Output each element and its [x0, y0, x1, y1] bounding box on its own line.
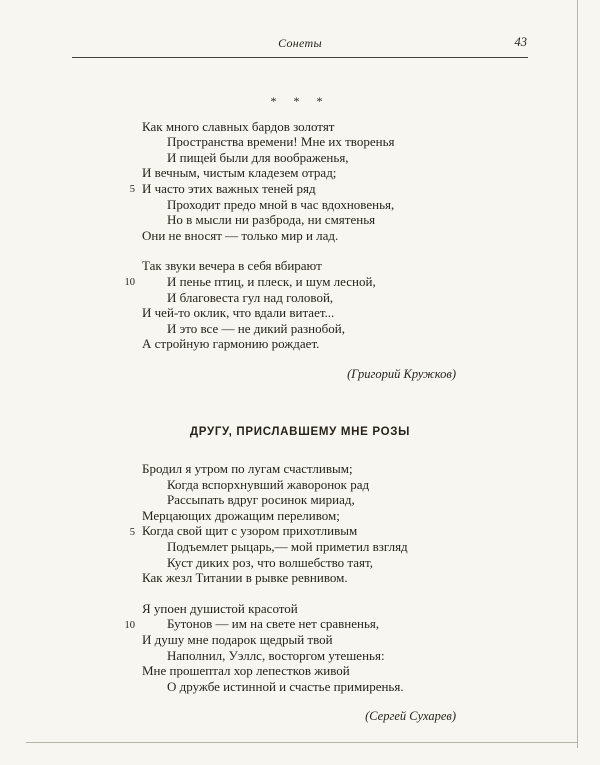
line-text: Когда свой щит с узором прихотливым: [142, 523, 358, 539]
line-text: Но в мысли ни разброда, ни смятенья: [167, 212, 376, 228]
poem-title: ДРУГУ, ПРИСЛАВШЕМУ МНЕ РОЗЫ: [189, 425, 411, 438]
line-text: И вечным, чистым кладезем отрад;: [142, 165, 337, 181]
line-text: Так звуки вечера в себя вбирают: [142, 258, 322, 274]
page-edge-right: [577, 0, 578, 748]
poem-line: [142, 290, 528, 306]
line-text: Бродил я утром по лугам счастливым;: [142, 461, 353, 477]
poem-line: [142, 212, 528, 228]
poem-line: [142, 119, 528, 135]
page-number: 43: [514, 35, 527, 49]
line-text: Пространства времени! Мне их творенья: [167, 134, 395, 150]
poem-line: [142, 539, 528, 555]
poem-line: [142, 165, 528, 181]
line-text: Я упоен душистой красотой: [142, 600, 298, 616]
line-text: Куст диких роз, что волшебство таят,: [167, 554, 373, 570]
line-text: Рассыпать вдруг росинок мириад,: [167, 492, 355, 508]
line-text: Они не вносят — только мир и лад.: [142, 227, 339, 243]
poem-line: [142, 336, 528, 352]
poem-line: [142, 648, 528, 664]
line-text: Как много славных бардов золотят: [142, 118, 335, 134]
line-number: 10: [124, 277, 135, 289]
poem-line: [124, 616, 528, 632]
poem-stanza: [124, 258, 528, 352]
poems-container: [0, 94, 600, 725]
poem-line: [142, 197, 528, 213]
poem-line: [142, 492, 528, 508]
poem-line: [142, 321, 528, 337]
line-text: И благовеста гул над головой,: [167, 289, 334, 305]
line-text: Наполнил, Уэллс, восторгом утешенья:: [167, 647, 385, 663]
poem-line: [129, 180, 528, 197]
line-text: И часто этих важных теней ряд: [142, 180, 316, 196]
poem-line: [142, 258, 528, 274]
line-text: Бутонов — им на свете нет сравненья,: [167, 616, 380, 632]
poem-line: [142, 477, 528, 493]
line-text: А стройную гармонию рождает.: [142, 336, 320, 352]
poem: [124, 94, 528, 383]
page-edge-bottom: [26, 742, 578, 743]
poem-line: [142, 508, 528, 524]
page-header: [0, 0, 600, 58]
line-number: 10: [124, 619, 135, 631]
poem-marker: * * *: [270, 94, 330, 108]
poem-line: [142, 555, 528, 571]
line-text: И душу мне подарок щедрый твой: [142, 632, 333, 648]
poem-stanza: [129, 461, 528, 586]
poem-line: [142, 601, 528, 617]
poem-line: [129, 523, 528, 539]
line-text: Мерцающих дрожащим переливом;: [142, 507, 340, 523]
poem: [124, 425, 528, 726]
header-rule: [72, 57, 528, 58]
poem-line: [142, 134, 528, 150]
line-text: Как жезл Титании в рывке ревнивом.: [142, 570, 348, 586]
line-text: И чей-то оклик, что вдали витает...: [142, 305, 335, 321]
poem-line: [142, 632, 528, 648]
poem-line: [142, 570, 528, 586]
running-title: Сонеты: [278, 36, 322, 50]
line-text: И это все — не дикий разнобой,: [167, 320, 345, 336]
poem-line: [142, 150, 528, 166]
poem-line: [124, 273, 528, 290]
line-number: 5: [129, 526, 135, 538]
line-text: Мне прошептал хор лепестков живой: [142, 663, 350, 679]
line-number: 5: [129, 184, 135, 196]
poem-line: [142, 679, 528, 695]
poem-attribution: (Сергей Сухарев): [365, 709, 456, 724]
line-text: Когда вспорхнувший жаворонок рад: [167, 476, 370, 492]
poem-stanza: [129, 118, 528, 244]
line-text: Проходит предо мной в час вдохновенья,: [167, 196, 395, 212]
line-text: Подъемлет рыцарь,— мой приметил взгляд: [167, 539, 408, 555]
poem-line: [142, 228, 528, 244]
poem-attribution: (Григорий Кружков): [347, 366, 456, 381]
poem-line: [142, 663, 528, 679]
line-text: И пищей были для воображенья,: [167, 149, 349, 165]
line-text: О дружбе истинной и счастье примиренья.: [167, 678, 404, 694]
poem-line: [142, 305, 528, 321]
poem-stanza: [124, 600, 528, 695]
poem-line: [142, 461, 528, 477]
line-text: И пенье птиц, и плеск, и шум лесной,: [167, 273, 376, 289]
